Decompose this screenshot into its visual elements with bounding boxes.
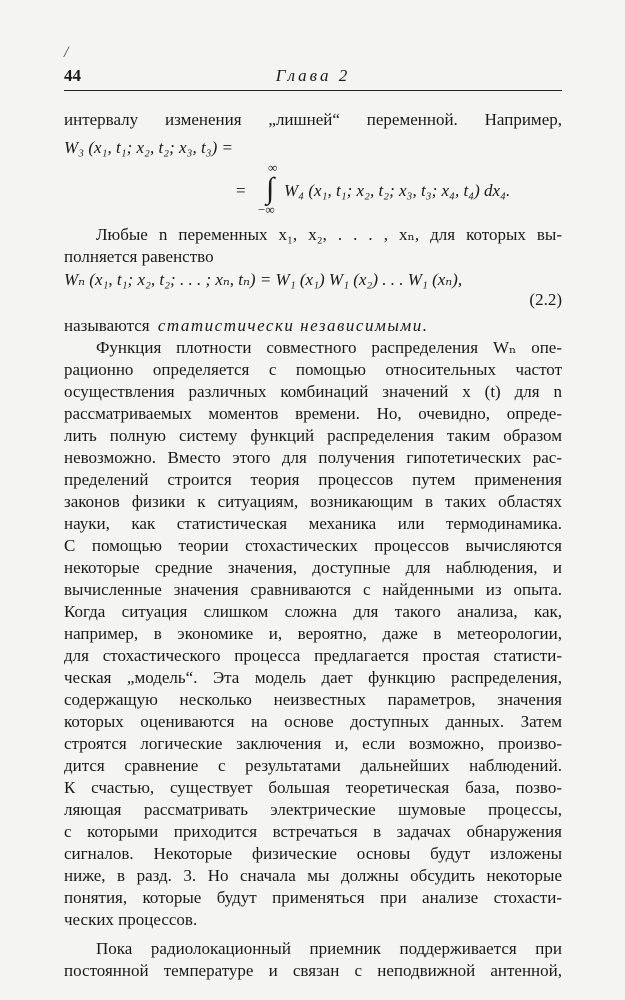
paragraph-2-line: ниже, в разд. 3. Но сначала мы должны обсудить некоторые: [64, 866, 562, 885]
paragraph-2-line: рационно определяется с помощью относительных частот: [64, 360, 562, 379]
equation-1-integrand: W₄ (x₁, t₁; x₂, t₂; x₃, t₃; x₄, t₄) dx₄.: [284, 181, 511, 200]
paragraph-2-line: некоторые средние значения, доступные для наблюдения, и: [64, 558, 562, 577]
equation-1-equals: =: [236, 181, 246, 200]
paragraph-2-line: содержащую несколько неизвестных параметров, значения: [64, 690, 562, 709]
paragraph-2-line: для стохастического процесса предлагается простая статисти-: [64, 646, 562, 665]
paragraph-2-line: строятся логические заключения и, если возможно, произво-: [64, 734, 562, 753]
integral-upper-limit: ∞: [268, 160, 278, 175]
margin-mark: /: [64, 44, 69, 61]
equation-2-2: Wₙ (x₁, t₁; x₂, t₂; . . . ; xₙ, tₙ) = W₁ (x₁) W₁ (x₂) . . . W₁ (xₙ),: [64, 270, 463, 289]
paragraph-2-line: К счастью, существует большая теоретическая база, позво-: [64, 778, 562, 797]
paragraph-2-line-last: ческих процессов.: [64, 910, 198, 929]
integral-sign: ∫: [266, 172, 275, 205]
called-prefix: называются: [64, 316, 150, 335]
paragraph-2-line: вычисленные значения сравниваются с найденными из опыта.: [64, 580, 562, 599]
paragraph-2-line: лить полную систему функций распределения таким образом: [64, 426, 562, 445]
header-rule: [64, 90, 562, 91]
paragraph-2-line: С помощью теории стохастических процессов вычисляются: [64, 536, 562, 555]
paragraph-2-line: ляющая рассматривать электрические шумовые процессы,: [64, 800, 562, 819]
paragraph-2-line: рассматриваемых моментов времени. Но, очевидно, опреде-: [64, 404, 562, 423]
paragraph-2-line: невозможно. Вместо этого для получения гипотетических рас-: [64, 448, 562, 467]
paragraph-2-line: которых оцениваются на основе доступных данных. Затем: [64, 712, 562, 731]
paragraph-1-line-1: Любые n переменных x₁, x₂, . . . , xₙ, для которых вы-: [96, 225, 562, 244]
paragraph-2-line: законов физики к ситуациям, возникающим в таких областях: [64, 492, 562, 511]
paragraph-1-line-2: полняется равенство: [64, 247, 214, 266]
integral-lower-limit: −∞: [258, 202, 275, 217]
paragraph-2-line: осуществления различных комбинаций значений x (t) для n: [64, 382, 562, 401]
paragraph-2-line: дится сравнение с результатами дальнейших наблюдений.: [64, 756, 562, 775]
paragraph-2-line: Функция плотности совместного распределения Wₙ опе-: [96, 338, 562, 357]
equation-1-lhs: W₃ (x₁, t₁; x₂, t₂; x₃, t₃) =: [64, 138, 233, 157]
paragraph-2-line: науки, как статистическая механика или термодинамика.: [64, 514, 562, 533]
paragraph-2-line: пределений строится теория процессов путем применения: [64, 470, 562, 489]
defined-term-line: [64, 316, 428, 336]
paragraph-2-line: сигналов. Некоторые физические основы будут изложены: [64, 844, 562, 863]
defined-term: статистически независимыми.: [157, 316, 429, 335]
paragraph-3-line-1: Пока радиолокационный приемник поддерживается при: [96, 939, 562, 958]
paragraph-2-line: с которыми приходится встречаться в задачах обнаружения: [64, 822, 562, 841]
page-number: 44: [64, 66, 81, 85]
paragraph-2-line: понятия, которые будут применяться при анализе стохасти-: [64, 888, 562, 907]
paragraph-3-line-2: постоянной температуре и связан с неподвижной антенной,: [64, 961, 562, 980]
paragraph-2-line: Когда ситуация слишком сложна для такого анализа, как,: [64, 602, 562, 621]
text-line-top: интервалу изменения „лишней“ переменной. Например,: [64, 110, 562, 129]
paragraph-2-line: например, в экономике и, вероятно, даже в метеорологии,: [64, 624, 562, 643]
running-header: [64, 66, 562, 88]
equation-number: (2.2): [529, 290, 562, 309]
paragraph-2-line: ческая „модель“. Эта модель дает функцию распределения,: [64, 668, 562, 687]
chapter-title: Глава 2: [275, 66, 351, 85]
